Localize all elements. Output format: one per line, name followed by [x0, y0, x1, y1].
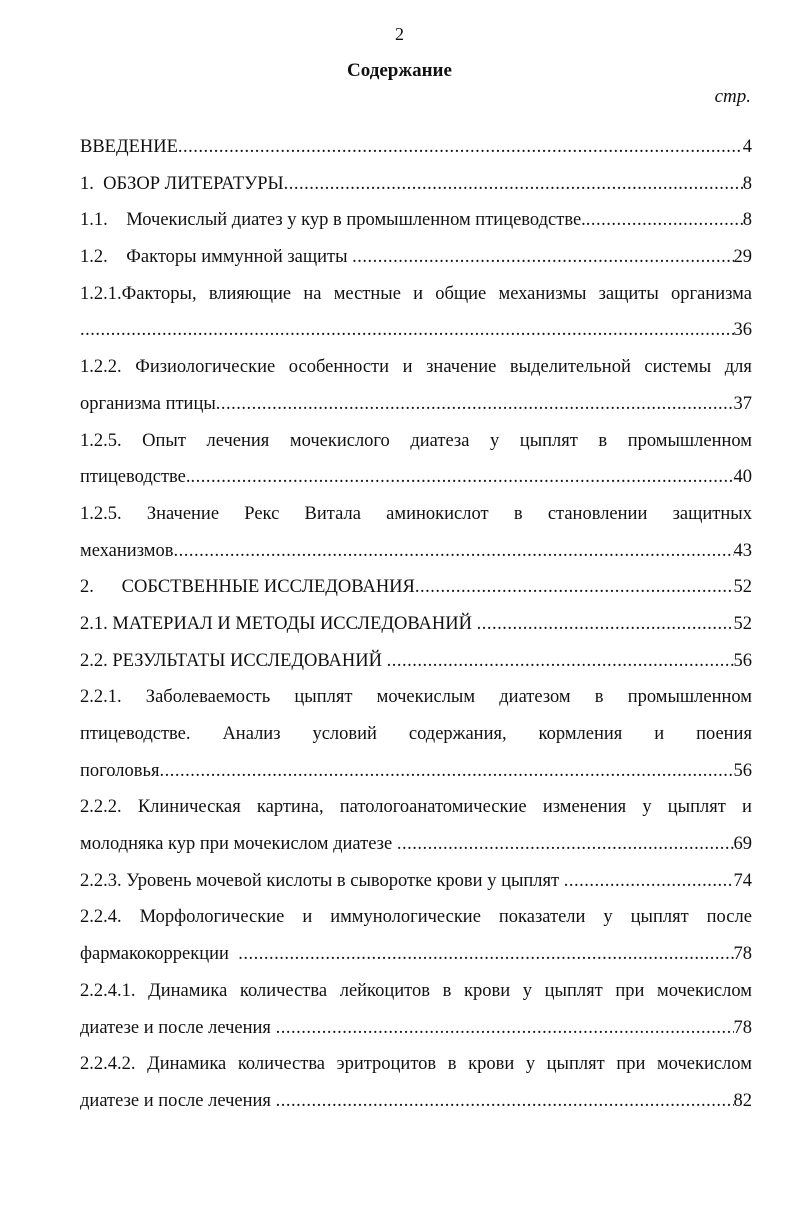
toc-word: мочекислом [657, 980, 752, 1001]
toc-word: 2.2.4.1. [80, 980, 136, 1001]
toc-word: иммунологические [330, 907, 481, 928]
toc-word: диатезом [499, 687, 571, 708]
toc-entry-own-research[interactable] [80, 569, 752, 606]
toc-entry-page: 69 [733, 834, 752, 855]
toc-word: у [603, 907, 613, 928]
toc-word: изменения [542, 797, 627, 818]
toc-entry-1-2-2-line1[interactable] [80, 349, 752, 386]
toc-entry-text: ВВЕДЕНИЕ [80, 137, 178, 157]
toc-word: при [615, 980, 645, 1001]
toc-entry-page: 82 [733, 1090, 752, 1111]
dot-leader [80, 312, 734, 349]
toc-entry-page: 78 [733, 944, 752, 965]
toc-word: показатели [498, 907, 586, 928]
toc-word: Морфологические [139, 907, 285, 928]
dot-leader [178, 129, 743, 166]
toc-word: и [654, 724, 665, 744]
dot-leader [352, 239, 733, 276]
toc-word: становлении [547, 503, 648, 524]
toc-entry-2-2-1-line3[interactable] [80, 753, 752, 790]
toc-word: у [490, 430, 500, 451]
toc-word: цыплят [519, 430, 578, 451]
toc-entry-text: птицеводстве. [80, 467, 191, 488]
toc-entry-2-2-4-line1[interactable] [80, 899, 752, 936]
toc-entry-text: организма птицы [80, 393, 216, 414]
toc-entry-2-1[interactable] [80, 606, 752, 643]
toc-entry-2-2[interactable] [80, 643, 752, 680]
toc-entry-1-2-5b-line1[interactable] [80, 496, 752, 533]
toc-entry-1-2-1-line2[interactable] [80, 312, 752, 349]
page-column-label: стр. [714, 86, 751, 107]
toc-entry-page: 74 [733, 870, 752, 891]
toc-entry-text: 2.2. РЕЗУЛЬТАТЫ ИССЛЕДОВАНИЙ [80, 650, 387, 671]
toc-word: условий [312, 724, 377, 744]
toc-word: в [442, 980, 452, 1001]
dot-leader [238, 936, 733, 973]
dot-leader [173, 533, 733, 570]
toc-entry-introduction[interactable] [80, 129, 752, 166]
toc-word: после [706, 907, 752, 928]
toc-word: Физиологические [135, 357, 276, 378]
toc-entry-page: 52 [733, 577, 752, 598]
toc-entry-text: 2. СОБСТВЕННЫЕ ИССЛЕДОВАНИЯ [80, 577, 415, 598]
toc-word: 2.2.4. [80, 907, 122, 928]
toc-word: 1.2.1.Факторы, [80, 283, 197, 304]
toc-word: промышленном [627, 430, 752, 451]
dot-leader [276, 1083, 734, 1120]
toc-word: на [303, 283, 322, 304]
dot-leader [284, 166, 743, 203]
toc-entry-text: 1.1. Мочекислый диатез у кур в промышленном птицеводстве. [80, 210, 586, 231]
toc-entry-2-2-3[interactable] [80, 863, 752, 900]
toc-word: в [447, 1054, 457, 1075]
toc-entry-page: 52 [733, 613, 752, 634]
toc-entry-text: 2.2.3. Уровень мочевой кислоты в сыворотке крови у цыплят [80, 870, 564, 891]
toc-entry-page: 4 [742, 137, 752, 157]
toc-word: аминокислот [386, 503, 489, 524]
toc-entry-text: механизмов [80, 540, 174, 561]
dot-leader [387, 643, 734, 680]
toc-word: цыплят [667, 797, 726, 818]
toc-word: Динамика [147, 1054, 227, 1075]
toc-word: патологоанатомические [339, 797, 527, 818]
dot-leader [564, 863, 734, 900]
toc-entry-2-2-4-line2[interactable] [80, 936, 752, 973]
toc-entry-page: 78 [733, 1017, 752, 1038]
toc-word: диатеза [410, 430, 470, 451]
toc-word: Витала [304, 503, 361, 524]
toc-word: мочекислым [376, 687, 476, 708]
toc-entry-1-1[interactable] [80, 202, 752, 239]
toc-word: и [413, 283, 424, 304]
toc-word: особенности [288, 357, 390, 378]
toc-word: количества [239, 980, 328, 1001]
dot-leader [216, 386, 734, 423]
toc-word: Рекс [244, 503, 280, 524]
toc-word: поения [696, 724, 752, 744]
toc-word: Клиническая [137, 797, 241, 818]
toc-word: 2.2.2. [80, 797, 122, 818]
dot-leader [159, 753, 733, 790]
toc-word: цыплят [294, 687, 353, 708]
toc-word: промышленном [627, 687, 752, 708]
table-of-contents [80, 129, 752, 1120]
toc-entry-1-2-1-line1[interactable] [80, 276, 752, 313]
toc-entry-text: 2.1. МАТЕРИАЛ И МЕТОДЫ ИССЛЕДОВАНИЙ [80, 613, 477, 634]
toc-entry-literature-review[interactable] [80, 166, 752, 203]
toc-word: Опыт [142, 430, 186, 451]
toc-word: крови [464, 980, 511, 1001]
toc-entry-2-2-1-line1[interactable] [80, 679, 752, 716]
toc-word: содержания, [408, 724, 507, 744]
toc-entry-text: 1. ОБЗОР ЛИТЕРАТУРЫ [80, 173, 284, 194]
toc-entry-page: 43 [733, 540, 752, 561]
toc-word: и [302, 907, 313, 928]
toc-entry-page: 8 [742, 173, 752, 194]
toc-word: 1.2.5. [80, 503, 122, 524]
toc-title: Содержание [347, 60, 452, 81]
toc-word: влияющие [208, 283, 292, 304]
toc-entry-text: фармакокоррекции [80, 944, 239, 965]
toc-entry-page: 56 [733, 650, 752, 671]
toc-word: 1.2.5. [80, 430, 122, 451]
toc-word: у [525, 1054, 536, 1075]
toc-word: Значение [146, 503, 220, 524]
toc-word: 1.2.2. [80, 357, 122, 378]
toc-word: эритроцитов [336, 1054, 437, 1075]
dot-leader [191, 459, 734, 496]
toc-entry-2-2-4-2-line2[interactable] [80, 1083, 752, 1120]
toc-word: Динамика [148, 980, 228, 1001]
toc-entry-1-2-5b-line2[interactable] [80, 533, 752, 570]
toc-word: кормления [538, 724, 623, 744]
toc-word: и [742, 797, 752, 818]
toc-word: количества [237, 1054, 326, 1075]
toc-word: у [522, 980, 532, 1001]
toc-word: защиты [598, 283, 659, 304]
toc-entry-page: 56 [733, 760, 752, 781]
toc-entry-1-2[interactable] [80, 239, 752, 276]
toc-word: птицеводстве. [80, 724, 191, 744]
toc-entry-page: 8 [742, 210, 752, 231]
toc-word: 2.2.4.2. [80, 1054, 136, 1075]
toc-entry-page: 36 [733, 320, 752, 341]
toc-word: лечения [206, 430, 270, 451]
toc-entry-2-2-2-line2[interactable] [80, 826, 752, 863]
toc-entry-2-2-4-1-line1[interactable] [80, 973, 752, 1010]
toc-word: механизмы [498, 283, 587, 304]
toc-word: мочекислом [656, 1054, 752, 1075]
toc-word: в [513, 503, 523, 524]
toc-word: у [642, 797, 652, 818]
toc-word: Заболеваемость [145, 687, 271, 708]
dot-leader [397, 826, 734, 863]
toc-word: цыплят [630, 907, 689, 928]
toc-word: значение [426, 357, 497, 378]
toc-entry-2-2-2-line1[interactable] [80, 789, 752, 826]
toc-word: крови [468, 1054, 515, 1075]
toc-word: общие [435, 283, 487, 304]
toc-word: цыплят [546, 1054, 605, 1075]
toc-word: в [594, 687, 604, 708]
toc-word: 2.2.1. [80, 687, 122, 708]
toc-entry-text: поголовья [80, 760, 160, 781]
toc-entry-text: диатезе и после лечения [80, 1017, 276, 1038]
toc-entry-text: диатезе и после лечения [80, 1090, 276, 1111]
dot-leader [415, 569, 734, 606]
toc-word: Анализ [222, 724, 281, 744]
toc-word: картина, [256, 797, 324, 818]
dot-leader [276, 1010, 734, 1047]
toc-entry-2-2-4-1-line2[interactable] [80, 1010, 752, 1047]
toc-entry-page: 40 [733, 467, 752, 488]
toc-entry-2-2-1-line2[interactable] [80, 716, 752, 753]
toc-entry-1-2-5a-line2[interactable] [80, 459, 752, 496]
toc-word: лейкоцитов [339, 980, 430, 1001]
toc-entry-1-2-5a-line1[interactable] [80, 423, 752, 460]
dot-leader [477, 606, 734, 643]
toc-entry-text: 1.2. Факторы иммунной защиты [80, 247, 353, 268]
toc-word: местные [333, 283, 401, 304]
page-number: 2 [395, 24, 404, 44]
toc-word: организма [671, 283, 752, 304]
toc-word: мочекислого [289, 430, 390, 451]
toc-word: защитных [672, 503, 752, 524]
toc-word: цыплят [544, 980, 603, 1001]
toc-word: при [616, 1054, 646, 1075]
toc-entry-1-2-2-line2[interactable] [80, 386, 752, 423]
toc-word: системы [644, 357, 712, 378]
dot-leader [586, 202, 743, 239]
toc-entry-page: 37 [733, 393, 752, 414]
toc-entry-text: молодняка кур при мочекислом диатезе [80, 834, 397, 855]
toc-word: в [598, 430, 608, 451]
toc-word: выделительной [509, 357, 631, 378]
toc-word: и [402, 357, 413, 378]
toc-word: для [724, 357, 752, 378]
toc-entry-page: 29 [733, 247, 752, 268]
toc-entry-2-2-4-2-line1[interactable] [80, 1046, 752, 1083]
